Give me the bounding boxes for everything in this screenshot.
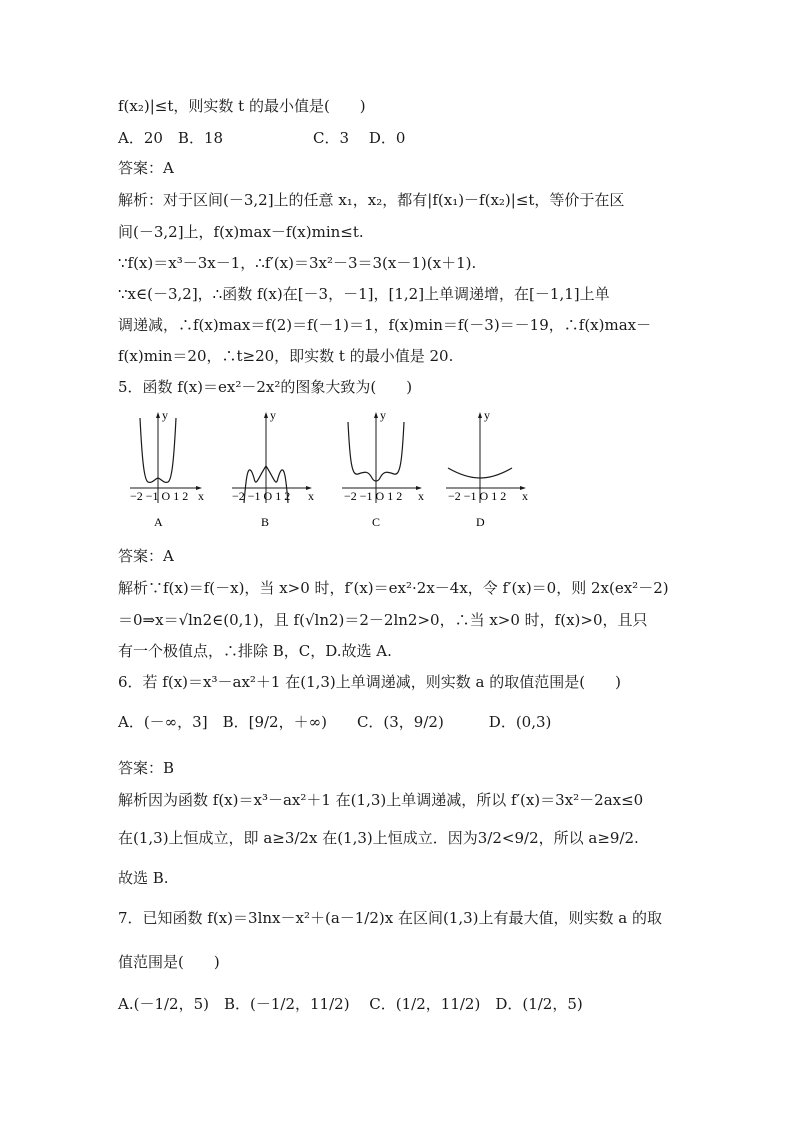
- graph-d-x-label: x: [522, 489, 528, 503]
- graph-c-caption: C: [372, 515, 381, 529]
- graph-c-x-label: x: [418, 489, 424, 503]
- graph-a-caption: A: [154, 515, 163, 529]
- q7-stem-2: 值范围是( ): [118, 953, 220, 971]
- q6-stem: 6．若 f(x)＝x³－ax²＋1 在(1,3)上单调递减，则实数 a 的取值范围是( ): [118, 673, 621, 691]
- q4-stem-tail: f(x₂)|≤t，则实数 t 的最小值是( ): [118, 97, 366, 115]
- graph-d-y-label: y: [484, 408, 490, 422]
- q5-explanation-2: ＝0⇒x＝√ln2∈(0,1)，且 f(√ln2)＝2－2ln2>0，∴当 x>0 时，f(x)>0，且只: [118, 611, 648, 629]
- graph-b-y-label: y: [270, 408, 276, 422]
- graph-c-y-label: y: [380, 408, 386, 422]
- q7-stem: 7．已知函数 f(x)＝3lnx－x²＋(a－1/2)x 在区间(1,3)上有最大值，则实数 a 的取: [118, 909, 663, 927]
- graph-d: [446, 408, 528, 529]
- graph-a-ticks: −2 −1 O 1 2: [130, 489, 189, 503]
- q5-answer: 答案：A: [118, 547, 174, 565]
- q4-explanation-5: 调递减，∴f(x)max＝f(2)＝f(－1)＝1，f(x)min＝f(－3)＝－19，∴f(x)max－: [118, 316, 652, 334]
- graph-b-ticks: −2 −1 O 1 2: [232, 489, 291, 503]
- graph-b-x-label: x: [308, 489, 314, 503]
- q6-options: A．(－∞，3] B．[9/2，＋∞) C．(3，9/2) D．(0,3): [118, 713, 552, 731]
- q6-explanation-1: 解析因为函数 f(x)＝x³－ax²＋1 在(1,3)上单调递减，所以 f′(x)＝3x²－2ax≤0: [118, 791, 644, 809]
- q4-explanation-4: ∵x∈(－3,2]，∴函数 f(x)在[－3，－1]，[1,2]上单调递增，在[－1,1]上单: [118, 285, 610, 303]
- q5-explanation-1: 解析∵f(x)＝f(－x)，当 x>0 时，f′(x)＝ex²·2x－4x，令 f′(x)＝0，则 2x(ex²－2): [118, 579, 669, 597]
- q4-explanation-1: 解析：对于区间(－3,2]上的任意 x₁，x₂，都有|f(x₁)－f(x₂)|≤t，等价于在区: [118, 191, 625, 209]
- q4-options: A．20 B．18 C．3 D．0: [118, 129, 406, 147]
- q6-answer: 答案：B: [118, 759, 175, 777]
- q4-answer: 答案：A: [118, 159, 174, 177]
- graph-d-ticks: −2 −1 O 1 2: [448, 489, 507, 503]
- graph-b: [232, 408, 314, 529]
- q7-options: A.(－1/2，5) B．(－1/2，11/2) C．(1/2，11/2) D．(1/2，5): [118, 995, 583, 1013]
- graph-c-ticks: −2 −1 O 1 2: [344, 489, 403, 503]
- graph-a-x-label: x: [198, 489, 204, 503]
- graph-a: [130, 408, 204, 529]
- graph-a-y-label: y: [162, 408, 168, 422]
- q4-explanation-3: ∵f(x)＝x³－3x－1，∴f′(x)＝3x²－3＝3(x－1)(x＋1).: [118, 254, 477, 272]
- q5-option-graphs: [120, 408, 540, 533]
- graph-c: [342, 408, 424, 529]
- q4-explanation-6: f(x)min＝20，∴t≥20，即实数 t 的最小值是 20.: [118, 347, 454, 365]
- q4-explanation-2: 间(－3,2]上，f(x)max－f(x)min≤t.: [118, 223, 364, 241]
- graph-b-caption: B: [261, 515, 270, 529]
- graph-d-caption: D: [476, 515, 485, 529]
- q5-explanation-3: 有一个极值点，∴排除 B，C，D.故选 A.: [118, 642, 392, 660]
- q6-explanation-3: 故选 B.: [118, 869, 169, 887]
- q5-stem: 5．函数 f(x)＝ex²－2x²的图象大致为( ): [118, 378, 413, 396]
- q6-explanation-2: 在(1,3)上恒成立，即 a≥3/2x 在(1,3)上恒成立．因为3/2<9/2，所以 a≥9/2.: [118, 829, 639, 847]
